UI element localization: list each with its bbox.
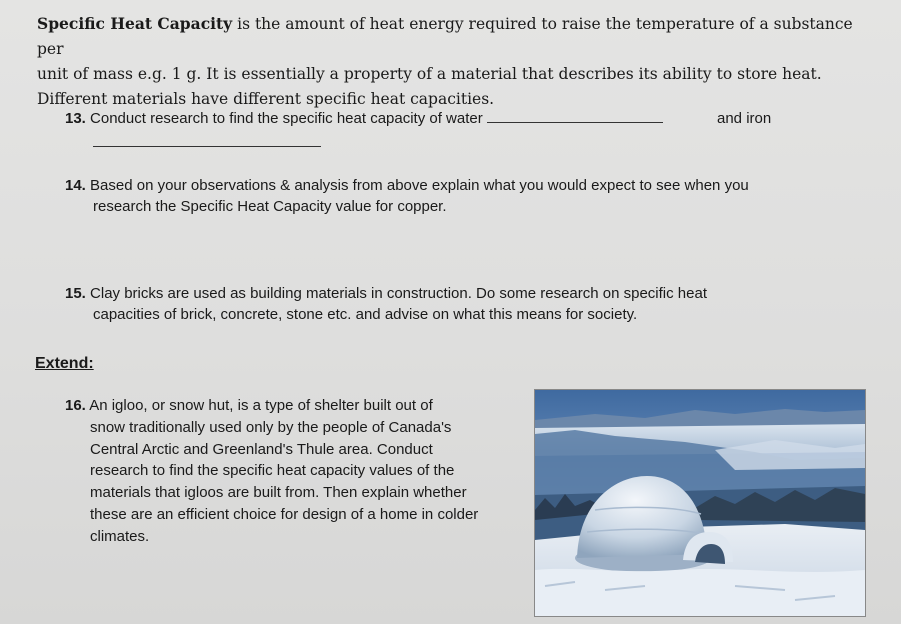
question-13	[65, 108, 885, 129]
question-16-line-2: snow traditionally used only by the people of Canada's	[90, 418, 452, 436]
intro-line-1-rest: is the amount of heat energy required to raise the temperature of a substance per	[37, 15, 853, 58]
question-16-line-5: materials that igloos are built from. Then explain whether	[90, 484, 467, 502]
intro-term: Specific Heat Capacity	[37, 14, 233, 33]
igloo-landscape-image	[535, 390, 865, 616]
question-13-number: 13.	[65, 110, 86, 127]
question-15-number: 15.	[65, 285, 86, 302]
question-16-line-7: climates.	[90, 527, 150, 545]
intro-line-2: unit of mass e.g. 1 g. It is essentially a property of a material that describes its ability to store heat.	[37, 65, 822, 83]
question-15-line-1	[65, 283, 855, 304]
question-15-line-2: capacities of brick, concrete, stone etc. and advise on what this means for society.	[93, 306, 638, 323]
question-13-and-iron: and iron	[717, 110, 772, 127]
question-16-line-4: research to find the specific heat capacity values of the	[90, 462, 455, 480]
intro-line-1	[37, 11, 877, 62]
question-14-number: 14.	[65, 177, 86, 194]
intro-paragraph	[37, 11, 877, 112]
question-14-line-1	[65, 175, 855, 196]
question-15	[65, 283, 855, 325]
extend-heading: Extend:	[35, 355, 94, 372]
intro-line-3: Different materials have different specific heat capacities.	[37, 90, 495, 108]
question-16	[65, 395, 525, 548]
question-14	[65, 175, 855, 217]
question-14-text-1: Based on your observations & analysis from above explain what you would expect to see when you	[90, 177, 749, 194]
iron-answer-blank[interactable]	[93, 136, 321, 147]
question-16-line-1	[65, 395, 525, 417]
question-14-line-2: research the Specific Heat Capacity value for copper.	[93, 198, 447, 215]
water-answer-blank[interactable]	[487, 108, 663, 123]
question-16-number: 16.	[65, 397, 86, 414]
question-16-text-1: An igloo, or snow hut, is a type of shelter built out of	[89, 397, 433, 414]
question-15-text-1: Clay bricks are used as building materials in construction. Do some research on specific heat	[90, 285, 707, 302]
question-16-line-3: Central Arctic and Greenland's Thule area. Conduct	[90, 440, 433, 458]
question-13-text: Conduct research to find the specific heat capacity of water	[90, 110, 483, 127]
question-16-line-6: these are an efficient choice for design of a home in colder	[90, 505, 479, 523]
foreground-snow-shape	[535, 569, 865, 616]
igloo-photo	[534, 389, 866, 617]
